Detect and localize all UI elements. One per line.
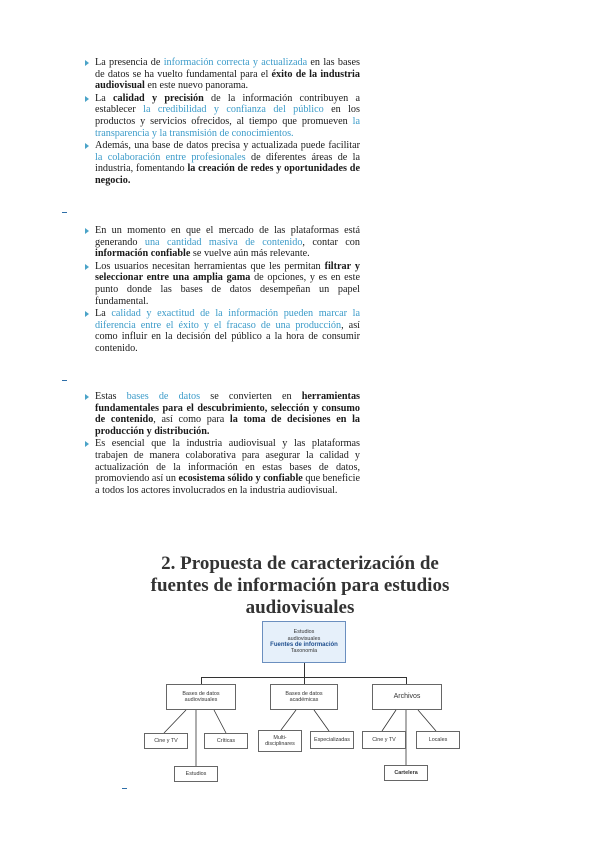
bullet-text: La: [95, 308, 112, 320]
bullet-text: Los usuarios necesitan herramientas que les permitan: [95, 260, 325, 272]
bullet-text: la transparencia y la transmisión de conocimientos.: [95, 115, 360, 139]
bullet-text: de la información contribuyen a establecer: [95, 92, 361, 116]
bullet-text: información confiable: [95, 248, 191, 260]
bullet-text: ecosistema sólido y confiable: [178, 473, 303, 485]
bullet-text: en los productos y servicios ofrecidos, al tiempo que promueven: [95, 104, 360, 127]
bullet-text: éxito de la industria audiovisual: [95, 68, 360, 92]
bullet-text: Además, una base de datos precisa y actualizada puede facilitar: [95, 140, 360, 152]
bullet-text: En un momento en que el mercado de las plataformas está generando: [95, 225, 360, 248]
bullet-text: herramientas fundamentales para el descubrimiento, selección y consumo de contenido: [95, 391, 360, 426]
bullet-text: Estas: [95, 391, 127, 402]
bullet-text: la credibilidad y confianza del público: [143, 104, 324, 116]
bullet-text: que beneficie a todos los actores involucrados en la industria audiovisual.: [95, 473, 360, 496]
diagram-branch-archives: Archivos: [372, 684, 442, 710]
diagram-leaf: Estudios: [174, 766, 218, 782]
bullet-text: calidad y precisión: [113, 92, 204, 104]
section-marker: [122, 788, 127, 789]
bullet-text: se convierten en: [200, 391, 302, 402]
bullet-text: de diferentes áreas de la industria, fomentando: [95, 151, 361, 175]
bullet-text: la creación de redes y oportunidades de negocio.: [95, 163, 360, 186]
diagram-branch-academic-db: Bases de datos académicas: [270, 684, 338, 710]
diagram-root: Estudios audiovisuales Fuentes de información Taxonomía: [262, 621, 346, 663]
diagram-leaf: Cartelera: [384, 765, 428, 781]
bullet-text: la toma de decisiones en la producción y distribución.: [95, 414, 361, 437]
bullet-text: una cantidad masiva de contenido: [144, 236, 303, 248]
bullet-text: en este nuevo panorama.: [144, 80, 249, 92]
bullet-text: de opciones, y es en este punto donde las bases de datos desempeñan un papel fundamental.: [95, 272, 360, 307]
bullet-text: La: [95, 92, 114, 104]
bullet-text: , contar con: [302, 236, 360, 248]
bullet-text: información correcta y actualizada: [163, 57, 308, 68]
bullet-text: bases de datos: [126, 391, 201, 402]
diagram-leaf: Locales: [416, 731, 460, 749]
diagram-leaf: Cine y TV: [144, 733, 188, 749]
bullet-text: La presencia de: [95, 57, 164, 68]
section-heading: 2. Propuesta de caracterización de fuentes de información para estudios audiovisuales: [150, 553, 450, 618]
bullet-text: se vuelve aún más relevante.: [190, 248, 310, 260]
bullet-text: , así como influir en la decisión del público a la hora de consumir contenido.: [95, 319, 360, 354]
bullet-text: en las bases de datos se ha vuelto fundamental para el: [95, 57, 360, 80]
diagram-leaf: Multi-disciplinares: [258, 730, 302, 752]
bullet-text: Es esencial que la industria audiovisual y las plataformas trabajen de manera colaborativa para asegurar la calidad y actualización de la información en estas bases de datos, promoviendo así un: [95, 438, 360, 485]
bullet-text: , así como para: [153, 414, 230, 426]
bullet-text: la colaboración entre profesionales: [95, 151, 246, 163]
diagram-leaf: Críticas: [204, 733, 248, 749]
bullet-text: filtrar y seleccionar entre una amplia gama: [95, 260, 360, 284]
diagram-leaf: Especializadas: [310, 731, 354, 749]
diagram-branch-audiovisual-db: Bases de datos audiovisuales: [166, 684, 236, 710]
bullet-text: calidad y exactitud de la información pueden marcar la diferencia entre el éxito y el fracaso de una producción: [95, 308, 360, 331]
diagram-leaf: Cine y TV: [362, 731, 406, 749]
